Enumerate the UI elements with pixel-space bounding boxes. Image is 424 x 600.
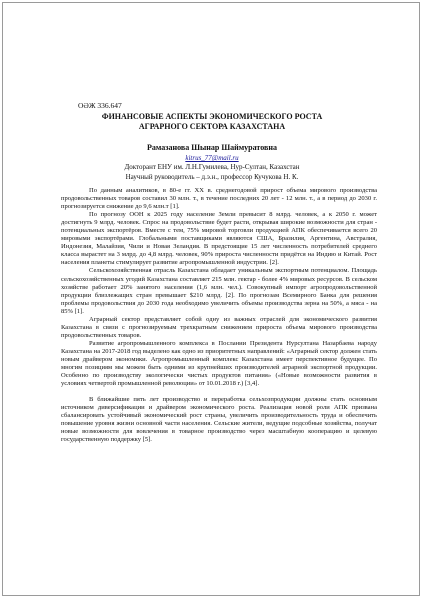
paragraph: Сельскохозяйственная отрасль Казахстана обладает уникальным экспортным потенциалом. Площадь сельскохозяйственных угодий Казахстана составляет 215 млн. гектар - более 4% мировых ресурсов. В сельском хозяйстве работает 20% занятого населения (1,6 млн. чел.). Совокупный импорт агропродовольственной продукции близлежащих стран превышает $210 млрд. [2]. По прогнозам Всемирного Банка для решения проблемы продовольствия до 2030 года необходимо увеличить объемы производства зерна на 50%, а мяса - на 85% [1]. [61, 267, 377, 315]
document-page [2, 2, 420, 596]
author-affiliation: Докторант ЕНУ им. Л.Н.Гумилева, Нур-Султан, Казахстан [124, 163, 300, 171]
title-line-2: АГРАРНОГО СЕКТОРА КАЗАХСТАНА [138, 122, 286, 131]
paragraph: По данным аналитиков, в 80-е гг. XX в. среднегодовой прирост объема мирового производства продовольственных товаров составил 30 млн. т., в течение последних 20 лет - 12 млн. т., а в период до 2030 г. прогнозируется снижение до 9,6 млн.т [1]. [61, 187, 377, 211]
paragraph: В ближайшие пять лет производство и переработка сельхозпродукции должны стать основным источником диверсификации и драйвером экономического роста. Реализация новой роли АПК призвана сбалансировать устойчивый экономический рост страны, увеличить производительность труда и обеспечить повышение уровня жизни основной части населения. Сельские жители, ведущие подсобные хозяйства, получат новые возможности для вовлечения в товарное производство через масштабную кооперацию и целевую государственную поддержку [5]. [61, 396, 377, 444]
article-body [61, 187, 377, 444]
author-email[interactable]: kitrus_77@mail.ru [185, 154, 239, 162]
paragraph: Развитие агропромышленного комплекса в Послании Президента Нурсултана Назарбаева народу Казахстана на 2017-2018 год выделено как одно из приоритетных направлений: «Аграрный сектор должен стать новым драйвером экономики. Агропромышленный комплекс Казахстана имеет перспективное будущее. По многим позициям мы можем быть одними из крупнейших производителей аграрной экспортной продукции. Особенно по производству экологически чистых продуктов питания» («Новые возможности развития в условиях четвертой промышленной революции» от 10.01.2018 г.) [3,4]. [61, 339, 377, 388]
udc-code: ОӘЖ 336.647 [78, 101, 122, 110]
scientific-advisor: Научный руководитель – д.э.н., профессор Кучукова Н. К. [125, 173, 299, 181]
title-line-1: ФИНАНСОВЫЕ АСПЕКТЫ ЭКОНОМИЧЕСКОГО РОСТА [101, 112, 323, 121]
author-name: Рамазанова Шынар Шаймуратовна [147, 143, 277, 152]
paragraph: По прогнозу ООН к 2025 году население Земли превысит 8 млрд. человек, а к 2050 г. может достигнуть 9 млрд. человек. Спрос на продовольствие будет расти, открывая широкие возможности для стран - потенциальных экспортёров. Вместе с тем, 75% мировой торговли продукцией АПК обеспечивается всего 20 мировыми экспортёрами. Глобальными поставщиками являются США, Бразилия, Аргентина, Австралия, Индонезия, Малайзия, Чили и Новая Зеландия. В предстоящие 15 лет численность потребителей среднего класса вырастет на 3 млрд. до 4,8 млрд. человек, 90% прироста численности придётся на Индию и Китай. Рост населения планеты стимулирует развитие агропромышленной индустрии. [2]. [61, 211, 377, 267]
paragraph: Аграрный сектор представляет собой одну из важных отраслей для экономического развития Казахстана в связи с прогнозируемым трехкратным снижением прироста объема мирового производства продовольственных товаров. [61, 315, 377, 339]
